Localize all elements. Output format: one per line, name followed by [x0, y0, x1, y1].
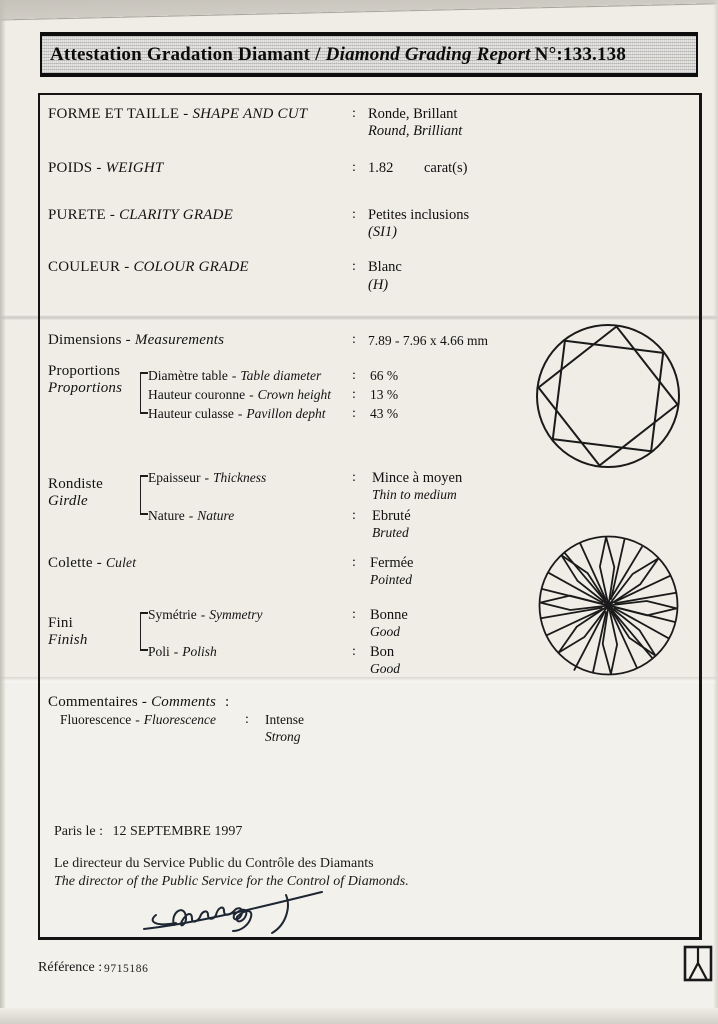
clarity-value-fr: Petites inclusions — [368, 207, 470, 223]
diamond-crown-view-icon — [532, 320, 684, 472]
girdle-nature-label: Nature - Nature — [148, 508, 235, 523]
colon: : — [352, 607, 356, 622]
culet-value-en: Pointed — [370, 572, 412, 587]
diamond-pavilion-diagram — [536, 533, 681, 678]
title-separator: / — [315, 43, 321, 65]
report-number-label: N°: — [534, 43, 563, 65]
title-english: Diamond Grading Report — [325, 43, 531, 65]
fluorescence-value-fr: Intense — [265, 712, 304, 727]
table-diameter-label: Diamètre table - Table diameter — [148, 368, 322, 383]
weight-value: 1.82 — [368, 160, 394, 176]
colon: : — [224, 694, 230, 710]
colon: : — [352, 555, 356, 570]
polish-value-en: Good — [370, 661, 400, 676]
fluorescence-label: Fluorescence - Fluorescence — [60, 712, 216, 727]
weight-unit: carat(s) — [424, 160, 468, 176]
proportions-bracket — [140, 372, 141, 414]
pavilion-depth-value: 43 % — [370, 406, 399, 421]
symmetry-label: Symétrie - Symmetry — [148, 607, 263, 622]
clarity-value-en: (SI1) — [368, 224, 397, 240]
finish-bracket — [140, 612, 141, 651]
clarity-label: PURETE - CLARITY GRADE — [48, 207, 233, 223]
shape-value-en: Round, Brilliant — [368, 123, 463, 139]
polish-label: Poli - Polish — [148, 644, 217, 659]
colour-label: COULEUR - COLOUR GRADE — [48, 259, 249, 275]
colon: : — [352, 470, 356, 485]
culet-value-fr: Fermée — [370, 555, 414, 571]
report-body-frame — [38, 93, 702, 940]
scan-left-edge — [0, 0, 6, 1024]
girdle-nature-value-fr: Ebruté — [372, 508, 411, 524]
diamond-pavilion-view-icon — [536, 533, 681, 678]
finish-label-fr: Fini — [48, 615, 73, 631]
scan-right-edge — [713, 0, 718, 1024]
weight-label: POIDS - WEIGHT — [48, 160, 164, 176]
colon: : — [352, 387, 356, 402]
girdle-label-en: Girdle — [48, 493, 88, 509]
scan-bottom-edge — [0, 1008, 718, 1024]
finish-label-en: Finish — [48, 632, 88, 648]
girdle-bracket — [140, 475, 141, 515]
pavilion-depth-label: Hauteur culasse - Pavillon depht — [148, 406, 326, 421]
signature-icon — [138, 877, 333, 937]
title-french: Attestation Gradation Diamant — [50, 43, 311, 65]
date-line: Paris le : 12 SEPTEMBRE 1997 — [54, 824, 243, 839]
girdle-thickness-value-fr: Mince à moyen — [372, 470, 463, 486]
report-number: 133.138 — [562, 43, 627, 65]
diamond-crown-diagram — [532, 320, 684, 472]
proportions-label-fr: Proportions — [48, 363, 121, 379]
colon: : — [352, 508, 356, 523]
culet-label: Colette - Culet — [48, 555, 137, 571]
colon: : — [352, 207, 356, 222]
assay-hallmark — [683, 944, 714, 984]
table-diameter-value: 66 % — [370, 368, 399, 383]
colon: : — [352, 259, 356, 274]
date-value: 12 SEPTEMBRE 1997 — [112, 824, 243, 839]
comments-label: Commentaires - Comments : — [48, 694, 230, 710]
colon: : — [245, 712, 249, 727]
report-title-bar — [40, 32, 698, 77]
dimensions-label: Dimensions - Measurements — [48, 332, 225, 348]
proportions-label-en: Proportions — [48, 380, 123, 396]
colon: : — [352, 644, 356, 659]
crown-height-label: Hauteur couronne - Crown height — [148, 387, 331, 402]
shape-label: FORME ET TAILLE - SHAPE AND CUT — [48, 106, 308, 122]
shape-value-fr: Ronde, Brillant — [368, 106, 458, 122]
symmetry-value-fr: Bonne — [370, 607, 408, 623]
symmetry-value-en: Good — [370, 624, 400, 639]
girdle-nature-value-en: Bruted — [372, 525, 409, 540]
assay-office-hallmark-icon — [683, 944, 714, 984]
polish-value-fr: Bon — [370, 644, 395, 660]
colon: : — [352, 106, 356, 121]
director-signature — [138, 877, 333, 937]
colon: : — [352, 332, 356, 347]
director-line-en: The director of the Public Service for the Control of Diamonds. — [54, 874, 409, 889]
scan-top-edge — [0, 0, 718, 20]
fluorescence-value-en: Strong — [265, 729, 301, 744]
crown-height-value: 13 % — [370, 387, 399, 402]
girdle-thickness-label: Epaisseur - Thickness — [148, 470, 267, 485]
reference-value: 9715186 — [104, 963, 149, 975]
colon: : — [352, 160, 356, 175]
colon: : — [352, 406, 356, 421]
dimensions-value: 7.89 - 7.96 x 4.66 mm — [368, 333, 488, 348]
reference-label: Référence : — [38, 960, 103, 975]
girdle-thickness-value-en: Thin to medium — [372, 487, 457, 502]
director-line-fr: Le directeur du Service Public du Contrôle des Diamants — [54, 856, 374, 871]
colour-value-fr: Blanc — [368, 259, 402, 275]
colon: : — [352, 368, 356, 383]
girdle-label-fr: Rondiste — [48, 476, 103, 492]
colour-value-en: (H) — [368, 277, 389, 293]
